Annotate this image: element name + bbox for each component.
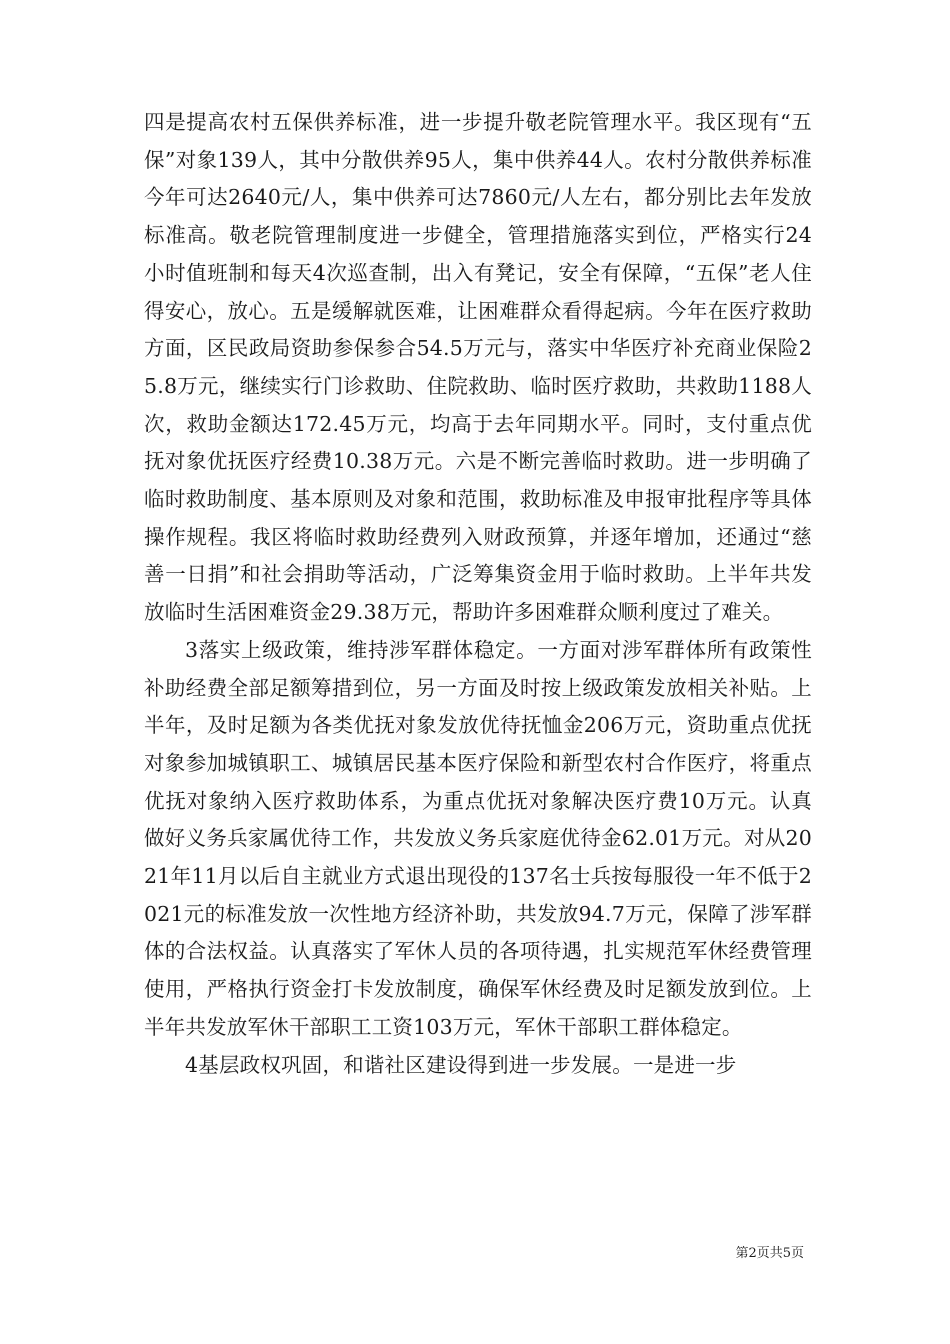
document-body: [144, 104, 812, 1084]
page-number: 第2页共5页: [735, 1246, 804, 1261]
paragraph-welfare: 四是提高农村五保供养标准，进一步提升敬老院管理水平。我区现有“五保”对象139人，其中分散供养95人，集中供养44人。农村分散供养标准今年可达2640元/人，集中供养可达7860元/人左右，都分别比去年发放标准高。敬老院管理制度进一步健全，管理措施落实到位，严格实行24小时值班制和每天4次巡查制，出入有凳记，安全有保障，“五保”老人住得安心，放心。五是缓解就医难，让困难群众看得起病。今年在医疗救助方面，区民政局资助参保参合54.5万元与，落实中华医疗补充商业保险25.8万元，继续实行门诊救助、住院救助、临时医疗救助，共救助1188人次，救助金额达172.45万元，均高于去年同期水平。同时，支付重点优抚对象优抚医疗经费10.38万元。六是不断完善临时救助。进一步明确了临时救助制度、基本原则及对象和范围，救助标准及申报审批程序等具体操作规程。我区将临时救助经费列入财政预算，并逐年增加，还通过“慈善一日捐”和社会捐助等活动，广泛筹集资金用于临时救助。上半年共发放临时生活困难资金29.38万元，帮助许多困难群众顺利度过了难关。: [144, 110, 812, 625]
paragraph-community-building: 4基层政权巩固，和谐社区建设得到进一步发展。一是进一步: [185, 1052, 737, 1077]
paragraph-military-policy: 3落实上级政策，维持涉军群体稳定。一方面对涉军群体所有政策性补助经费全部足额筹措到位，另一方面及时按上级政策发放相关补贴。上半年，及时足额为各类优抚对象发放优待抚恤金206万元，资助重点优抚对象参加城镇职工、城镇居民基本医疗保险和新型农村合作医疗，将重点优抚对象纳入医疗救助体系，为重点优抚对象解决医疗费10万元。认真做好义务兵家属优待工作，共发放义务兵家庭优待金62.01万元。对从2021年11月以后自主就业方式退出现役的137名士兵按每服役一年不低于2021元的标准发放一次性地方经济补助，共发放94.7万元，保障了涉军群体的合法权益。认真落实了军休人员的各项待遇，扎实规范军休经费管理使用，严格执行资金打卡发放制度，确保军休经费及时足额发放到位。上半年共发放军休干部职工工资103万元，军休干部职工群体稳定。: [144, 637, 812, 1039]
